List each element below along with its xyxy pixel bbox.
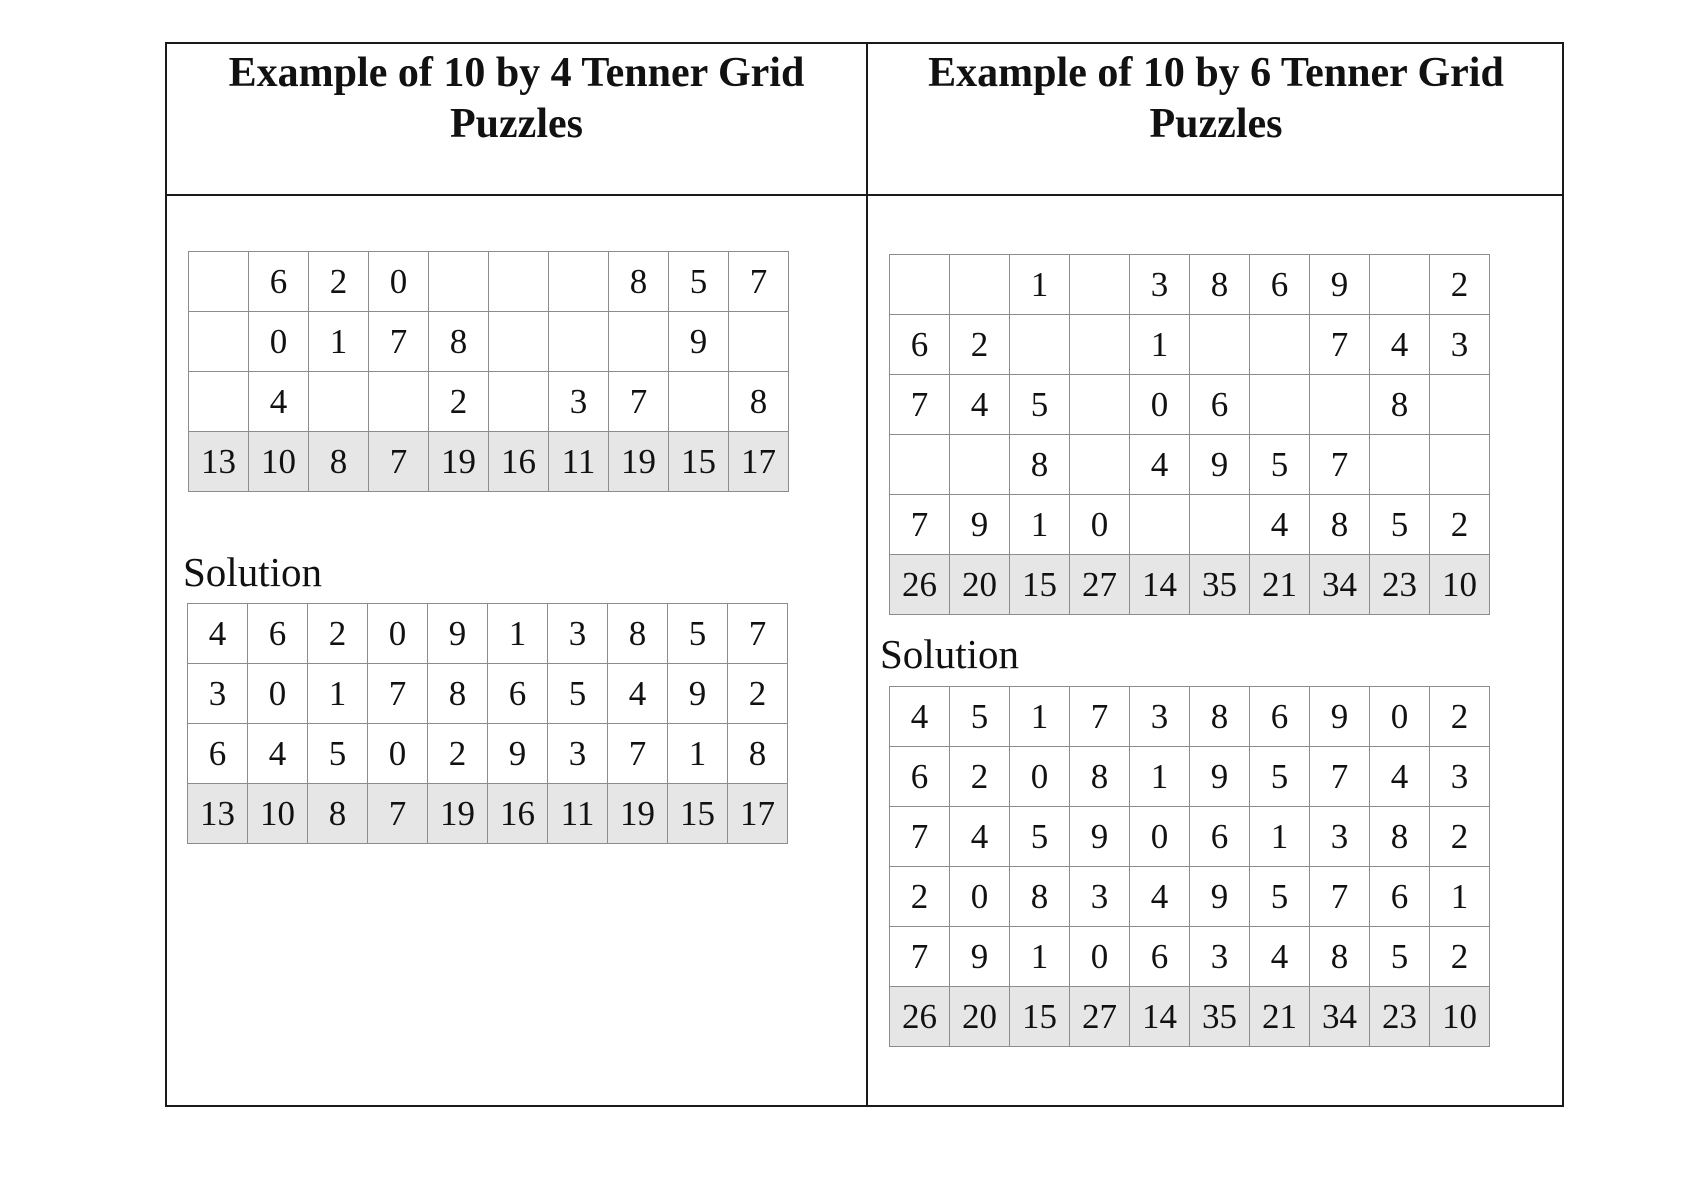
sum-cell: 27: [1070, 987, 1130, 1047]
grid-cell: 7: [890, 807, 950, 867]
sum-cell: 15: [669, 432, 729, 492]
grid-cell: 5: [1250, 867, 1310, 927]
grid-cell: 2: [728, 664, 788, 724]
grid-cell: 6: [188, 724, 248, 784]
grid-cell: 5: [950, 687, 1010, 747]
grid-cell: 3: [1310, 807, 1370, 867]
left-heading-line2: Puzzles: [450, 101, 583, 147]
left-puzzle-grid: [188, 251, 789, 492]
grid-cell: [189, 252, 249, 312]
grid-cell: [950, 435, 1010, 495]
grid-cell: 9: [488, 724, 548, 784]
right-column-heading: [868, 44, 1564, 194]
grid-row: [890, 435, 1490, 495]
grid-cell: 7: [728, 604, 788, 664]
grid-cell: 8: [608, 604, 668, 664]
grid-cell: 0: [1130, 807, 1190, 867]
grid-row: [189, 372, 789, 432]
sum-cell: 8: [308, 784, 368, 844]
sum-row: [890, 555, 1490, 615]
grid-cell: 6: [890, 747, 950, 807]
grid-cell: 0: [369, 252, 429, 312]
sum-cell: 13: [189, 432, 249, 492]
grid-cell: 7: [890, 495, 950, 555]
sum-cell: 26: [890, 555, 950, 615]
grid-cell: [1070, 435, 1130, 495]
grid-cell: [1250, 375, 1310, 435]
grid-cell: 6: [1370, 867, 1430, 927]
grid-cell: 1: [1010, 927, 1070, 987]
grid-cell: 6: [1190, 807, 1250, 867]
sum-cell: 15: [668, 784, 728, 844]
sum-cell: 16: [488, 784, 548, 844]
grid-cell: [950, 255, 1010, 315]
grid-cell: [1370, 435, 1430, 495]
grid-cell: 7: [608, 724, 668, 784]
sum-cell: 11: [549, 432, 609, 492]
grid-cell: [1310, 375, 1370, 435]
grid-cell: 9: [669, 312, 729, 372]
grid-cell: [189, 372, 249, 432]
grid-row: [890, 867, 1490, 927]
grid-cell: 3: [1430, 747, 1490, 807]
grid-cell: 0: [1070, 927, 1130, 987]
right-solution-grid: [889, 686, 1490, 1047]
sum-cell: 35: [1190, 987, 1250, 1047]
sum-cell: 21: [1250, 987, 1310, 1047]
grid-cell: 3: [1430, 315, 1490, 375]
grid-cell: [1190, 495, 1250, 555]
right-heading-line2: Puzzles: [1149, 101, 1283, 147]
sum-cell: 35: [1190, 555, 1250, 615]
grid-row: [890, 927, 1490, 987]
grid-cell: 5: [1250, 435, 1310, 495]
sum-cell: 19: [428, 784, 488, 844]
sum-cell: 19: [608, 784, 668, 844]
grid-cell: 6: [249, 252, 309, 312]
grid-cell: 0: [368, 724, 428, 784]
grid-row: [890, 747, 1490, 807]
grid-cell: 0: [950, 867, 1010, 927]
grid-cell: 9: [1070, 807, 1130, 867]
grid-cell: 4: [1250, 927, 1310, 987]
sum-cell: 34: [1310, 555, 1370, 615]
grid-cell: 6: [1250, 255, 1310, 315]
column-divider: [866, 44, 868, 1105]
grid-cell: 8: [1190, 255, 1250, 315]
sum-cell: 16: [489, 432, 549, 492]
grid-cell: [1430, 435, 1490, 495]
grid-cell: [890, 435, 950, 495]
grid-cell: 5: [1010, 375, 1070, 435]
grid-cell: [1070, 315, 1130, 375]
grid-cell: 0: [1370, 687, 1430, 747]
grid-cell: [1010, 315, 1070, 375]
sum-cell: 14: [1130, 555, 1190, 615]
grid-cell: 9: [950, 927, 1010, 987]
grid-cell: 8: [1370, 807, 1430, 867]
grid-cell: 9: [1310, 687, 1370, 747]
left-heading-line1: Example of 10 by 4 Tenner Grid: [228, 50, 805, 96]
grid-cell: 7: [368, 664, 428, 724]
grid-cell: 4: [248, 724, 308, 784]
grid-cell: [1370, 255, 1430, 315]
grid-cell: 2: [890, 867, 950, 927]
sum-row: [188, 784, 788, 844]
grid-cell: 7: [1070, 687, 1130, 747]
grid-cell: 2: [429, 372, 489, 432]
sum-cell: 8: [309, 432, 369, 492]
sum-cell: 15: [1010, 555, 1070, 615]
grid-cell: 7: [1310, 867, 1370, 927]
grid-cell: 2: [1430, 495, 1490, 555]
grid-row: [890, 315, 1490, 375]
grid-cell: [369, 372, 429, 432]
grid-cell: 0: [1130, 375, 1190, 435]
grid-cell: 5: [1370, 495, 1430, 555]
grid-cell: 5: [668, 604, 728, 664]
grid-cell: 8: [429, 312, 489, 372]
grid-cell: 3: [549, 372, 609, 432]
grid-cell: 2: [950, 747, 1010, 807]
grid-cell: 1: [1010, 495, 1070, 555]
sum-cell: 11: [548, 784, 608, 844]
grid-cell: 2: [1430, 927, 1490, 987]
grid-cell: [1430, 375, 1490, 435]
grid-cell: 4: [950, 807, 1010, 867]
sum-cell: 19: [609, 432, 669, 492]
grid-cell: 1: [488, 604, 548, 664]
grid-cell: 1: [1130, 315, 1190, 375]
grid-cell: 1: [309, 312, 369, 372]
sum-cell: 7: [369, 432, 429, 492]
left-solution-label: Solution: [183, 549, 322, 595]
grid-cell: 6: [1190, 375, 1250, 435]
grid-cell: [309, 372, 369, 432]
grid-cell: 9: [668, 664, 728, 724]
grid-cell: 5: [669, 252, 729, 312]
grid-cell: [669, 372, 729, 432]
grid-cell: 4: [1130, 435, 1190, 495]
grid-cell: 6: [248, 604, 308, 664]
grid-cell: [1070, 255, 1130, 315]
grid-row: [890, 255, 1490, 315]
grid-cell: 6: [1130, 927, 1190, 987]
grid-cell: 8: [428, 664, 488, 724]
grid-cell: [549, 312, 609, 372]
sum-cell: 10: [249, 432, 309, 492]
grid-cell: 7: [890, 927, 950, 987]
grid-row: [890, 687, 1490, 747]
sum-cell: 23: [1370, 987, 1430, 1047]
grid-cell: 1: [668, 724, 728, 784]
grid-cell: [429, 252, 489, 312]
grid-cell: 3: [1190, 927, 1250, 987]
sum-cell: 10: [1430, 987, 1490, 1047]
grid-cell: 8: [609, 252, 669, 312]
sum-cell: 17: [728, 784, 788, 844]
grid-cell: 1: [1130, 747, 1190, 807]
grid-cell: 7: [1310, 315, 1370, 375]
grid-cell: 6: [890, 315, 950, 375]
grid-cell: 8: [1310, 927, 1370, 987]
grid-cell: 8: [1190, 687, 1250, 747]
grid-cell: [489, 312, 549, 372]
grid-cell: 4: [1130, 867, 1190, 927]
grid-cell: 8: [1010, 435, 1070, 495]
grid-cell: 2: [428, 724, 488, 784]
sum-row: [890, 987, 1490, 1047]
grid-cell: 4: [950, 375, 1010, 435]
left-solution-grid: [187, 603, 788, 844]
grid-cell: 4: [249, 372, 309, 432]
grid-cell: [609, 312, 669, 372]
grid-cell: 5: [1010, 807, 1070, 867]
grid-cell: 8: [729, 372, 789, 432]
grid-cell: [489, 372, 549, 432]
grid-cell: 8: [728, 724, 788, 784]
grid-cell: 8: [1370, 375, 1430, 435]
grid-cell: 2: [308, 604, 368, 664]
sum-cell: 13: [188, 784, 248, 844]
grid-cell: 7: [1310, 435, 1370, 495]
sum-cell: 14: [1130, 987, 1190, 1047]
sum-cell: 34: [1310, 987, 1370, 1047]
grid-cell: 8: [1310, 495, 1370, 555]
grid-cell: 4: [890, 687, 950, 747]
grid-cell: 9: [1190, 435, 1250, 495]
grid-cell: 1: [1430, 867, 1490, 927]
grid-cell: 1: [1010, 255, 1070, 315]
grid-cell: [890, 255, 950, 315]
grid-cell: 4: [1370, 747, 1430, 807]
grid-cell: [549, 252, 609, 312]
grid-cell: [1190, 315, 1250, 375]
sum-cell: 10: [1430, 555, 1490, 615]
sum-cell: 21: [1250, 555, 1310, 615]
grid-cell: 4: [1250, 495, 1310, 555]
grid-row: [890, 495, 1490, 555]
grid-cell: 5: [1370, 927, 1430, 987]
grid-cell: 3: [548, 724, 608, 784]
grid-cell: 0: [368, 604, 428, 664]
grid-cell: 1: [1010, 687, 1070, 747]
sum-cell: 15: [1010, 987, 1070, 1047]
grid-cell: 3: [1130, 255, 1190, 315]
grid-cell: [1130, 495, 1190, 555]
grid-cell: 6: [1250, 687, 1310, 747]
sum-cell: 20: [950, 555, 1010, 615]
grid-cell: 6: [488, 664, 548, 724]
sum-cell: 20: [950, 987, 1010, 1047]
sum-cell: 19: [429, 432, 489, 492]
grid-row: [188, 604, 788, 664]
grid-cell: [729, 312, 789, 372]
grid-cell: 7: [369, 312, 429, 372]
grid-row: [189, 252, 789, 312]
grid-cell: 2: [1430, 687, 1490, 747]
grid-cell: 7: [609, 372, 669, 432]
grid-cell: 3: [1130, 687, 1190, 747]
grid-cell: 0: [1010, 747, 1070, 807]
grid-cell: 4: [188, 604, 248, 664]
grid-row: [890, 807, 1490, 867]
grid-cell: 8: [1070, 747, 1130, 807]
grid-cell: 0: [248, 664, 308, 724]
header-divider: [167, 194, 1562, 196]
grid-cell: 1: [308, 664, 368, 724]
right-solution-label: Solution: [880, 631, 1019, 677]
grid-row: [188, 724, 788, 784]
grid-cell: 5: [308, 724, 368, 784]
grid-cell: 9: [1310, 255, 1370, 315]
grid-cell: 8: [1010, 867, 1070, 927]
sum-cell: 17: [729, 432, 789, 492]
grid-cell: 3: [188, 664, 248, 724]
grid-cell: 4: [1370, 315, 1430, 375]
grid-cell: 5: [1250, 747, 1310, 807]
right-puzzle-grid: [889, 254, 1490, 615]
grid-row: [890, 375, 1490, 435]
sum-cell: 27: [1070, 555, 1130, 615]
sum-row: [189, 432, 789, 492]
left-column-heading: [167, 44, 866, 194]
grid-cell: 1: [1250, 807, 1310, 867]
grid-cell: 2: [309, 252, 369, 312]
grid-cell: 3: [1070, 867, 1130, 927]
grid-cell: 9: [950, 495, 1010, 555]
sum-cell: 10: [248, 784, 308, 844]
grid-cell: 2: [1430, 807, 1490, 867]
sum-cell: 23: [1370, 555, 1430, 615]
grid-cell: 3: [548, 604, 608, 664]
grid-row: [188, 664, 788, 724]
grid-cell: 7: [1310, 747, 1370, 807]
grid-cell: 0: [1070, 495, 1130, 555]
grid-cell: 7: [729, 252, 789, 312]
grid-cell: 5: [548, 664, 608, 724]
grid-cell: [189, 312, 249, 372]
grid-cell: 0: [249, 312, 309, 372]
grid-cell: 9: [428, 604, 488, 664]
grid-cell: [489, 252, 549, 312]
grid-cell: 4: [608, 664, 668, 724]
grid-cell: 2: [950, 315, 1010, 375]
sum-cell: 7: [368, 784, 428, 844]
grid-cell: [1070, 375, 1130, 435]
grid-cell: [1250, 315, 1310, 375]
right-heading-line1: Example of 10 by 6 Tenner Grid: [928, 50, 1504, 96]
sum-cell: 26: [890, 987, 950, 1047]
grid-cell: 9: [1190, 867, 1250, 927]
grid-cell: 2: [1430, 255, 1490, 315]
grid-cell: 9: [1190, 747, 1250, 807]
grid-cell: 7: [890, 375, 950, 435]
grid-row: [189, 312, 789, 372]
